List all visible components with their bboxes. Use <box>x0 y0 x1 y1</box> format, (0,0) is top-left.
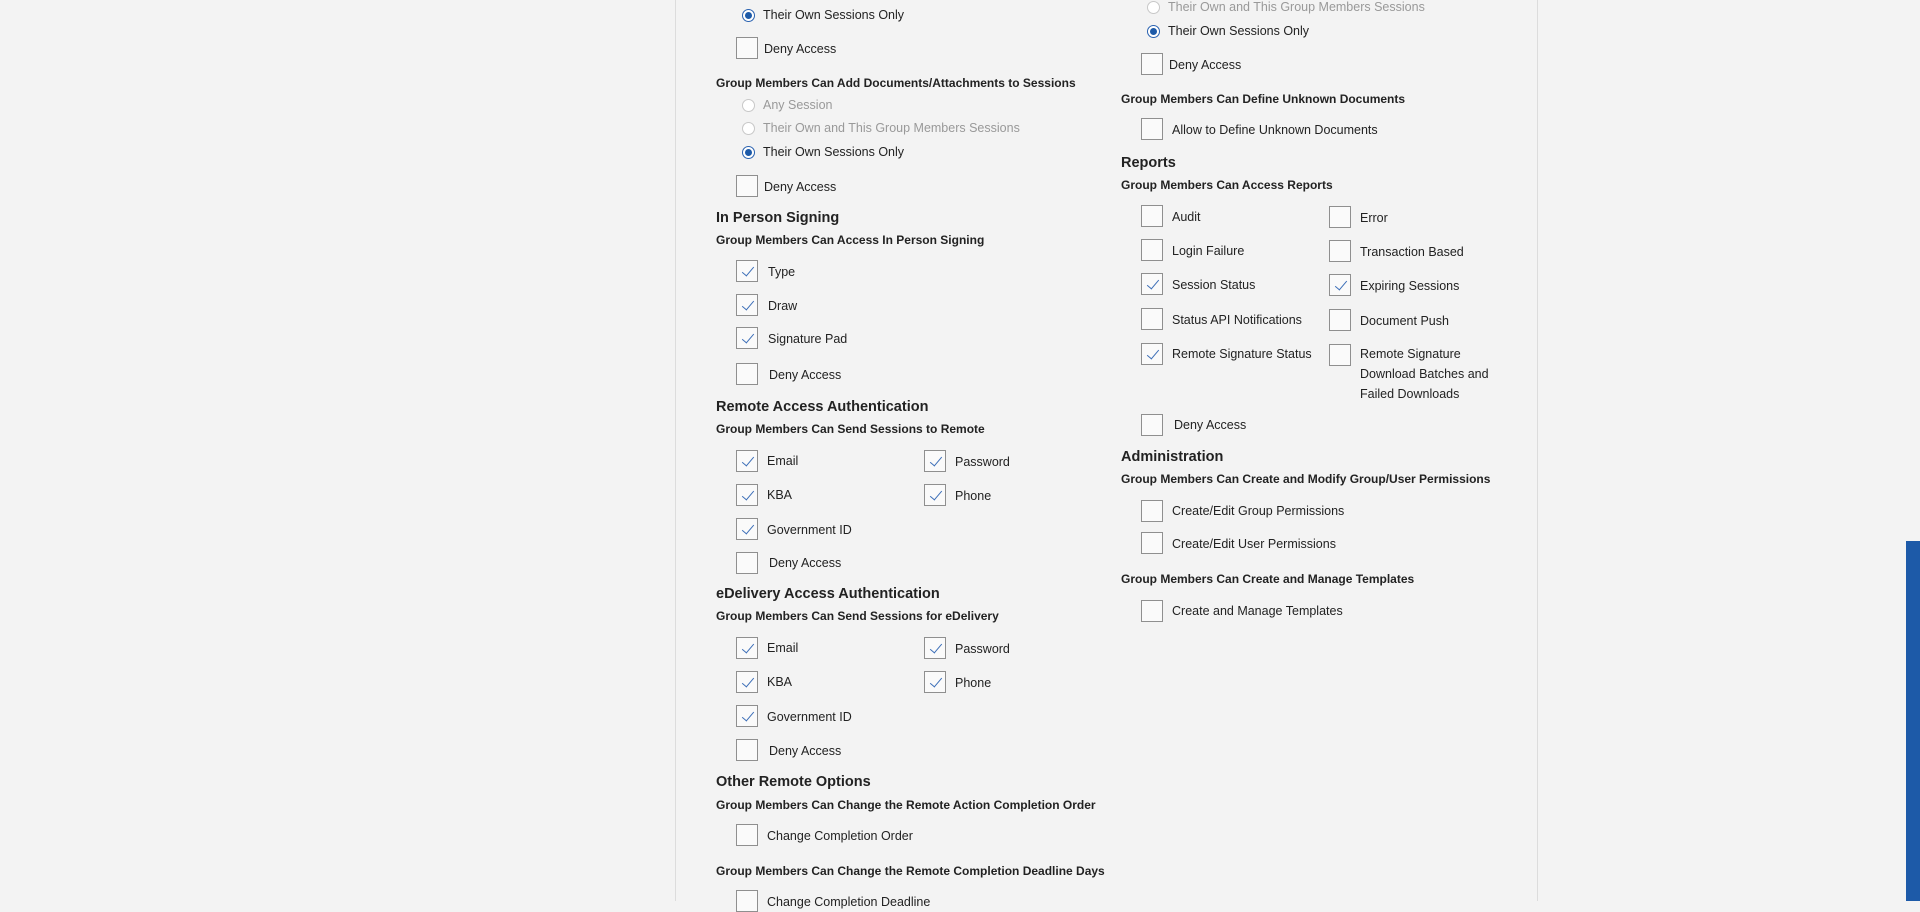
radio-own-and-group[interactable] <box>742 122 755 135</box>
user-permissions-checkbox[interactable] <box>1141 532 1163 554</box>
reports-title: Reports <box>1121 155 1176 171</box>
document-push-checkbox[interactable] <box>1329 309 1351 331</box>
checkbox-label: Document Push <box>1360 314 1449 328</box>
radio-left-top-own-only[interactable] <box>742 9 755 22</box>
draw-checkbox[interactable] <box>736 294 758 316</box>
change-completion-deadline-checkbox[interactable] <box>736 890 758 912</box>
change-deadline-heading: Group Members Can Change the Remote Completion Deadline Days <box>716 864 1105 878</box>
checkbox-label: Login Failure <box>1172 244 1245 258</box>
radio-right-own-only[interactable] <box>1147 25 1160 38</box>
government-id-checkbox[interactable] <box>736 518 758 540</box>
checkbox-label: Type <box>768 265 796 279</box>
checkbox-label: KBA <box>767 488 793 502</box>
checkbox-label: Deny Access <box>1169 58 1242 72</box>
deny-access-checkbox[interactable] <box>736 37 758 59</box>
checkbox-label: Transaction Based <box>1360 245 1464 259</box>
checkbox-label: Deny Access <box>769 744 842 758</box>
radio-own-only[interactable] <box>742 146 755 159</box>
allow-unknown-docs-checkbox[interactable] <box>1141 118 1163 140</box>
phone-checkbox[interactable] <box>924 671 946 693</box>
radio-label: Their Own and This Group Members Sessions <box>763 121 1020 135</box>
templates-heading: Group Members Can Create and Manage Templates <box>1121 572 1415 586</box>
in-person-heading: Group Members Can Access In Person Signing <box>716 233 985 247</box>
radio-right-own-and-group[interactable] <box>1147 1 1160 14</box>
checkbox-label: Remote Signature Download Batches and Failed Downloads <box>1360 347 1489 401</box>
unknown-docs-heading: Group Members Can Define Unknown Documents <box>1121 92 1406 106</box>
manage-templates-checkbox[interactable] <box>1141 600 1163 622</box>
session-status-checkbox[interactable] <box>1141 273 1163 295</box>
remote-signature-download-checkbox[interactable] <box>1329 344 1351 366</box>
add-documents-heading: Group Members Can Add Documents/Attachments to Sessions <box>716 76 1076 90</box>
status-api-checkbox[interactable] <box>1141 308 1163 330</box>
phone-checkbox[interactable] <box>924 484 946 506</box>
checkbox-label: Email <box>767 454 799 468</box>
checkbox-label: Change Completion Deadline <box>767 895 931 909</box>
signature-pad-checkbox[interactable] <box>736 327 758 349</box>
change-completion-order-checkbox[interactable] <box>736 824 758 846</box>
deny-access-checkbox[interactable] <box>736 552 758 574</box>
deny-access-checkbox[interactable] <box>736 739 758 761</box>
checkbox-label: Government ID <box>767 523 852 537</box>
checkbox-label: Status API Notifications <box>1172 313 1302 327</box>
checkbox-label: Audit <box>1172 210 1201 224</box>
edelivery-auth-title: eDelivery Access Authentication <box>716 586 940 602</box>
checkbox-label: Create/Edit User Permissions <box>1172 537 1336 551</box>
kba-checkbox[interactable] <box>736 484 758 506</box>
checkbox-label: Expiring Sessions <box>1360 279 1460 293</box>
type-checkbox[interactable] <box>736 260 758 282</box>
checkbox-label: Password <box>955 642 1010 656</box>
checkbox-label: Government ID <box>767 710 852 724</box>
checkbox-label: Phone <box>955 676 992 690</box>
checkbox-label: Deny Access <box>769 556 842 570</box>
email-checkbox[interactable] <box>736 450 758 472</box>
radio-label: Their Own Sessions Only <box>763 8 905 22</box>
government-id-checkbox[interactable] <box>736 705 758 727</box>
group-permissions-checkbox[interactable] <box>1141 500 1163 522</box>
checkbox-label: Create/Edit Group Permissions <box>1172 504 1345 518</box>
audit-checkbox[interactable] <box>1141 205 1163 227</box>
checkbox-label: Password <box>955 455 1010 469</box>
checkbox-label: Deny Access <box>1174 418 1247 432</box>
email-checkbox[interactable] <box>736 637 758 659</box>
permissions-heading: Group Members Can Create and Modify Group/User Permissions <box>1121 472 1491 486</box>
deny-access-checkbox[interactable] <box>1141 53 1163 75</box>
administration-title: Administration <box>1121 449 1224 465</box>
checkbox-label: Session Status <box>1172 278 1256 292</box>
other-remote-title: Other Remote Options <box>716 774 871 790</box>
error-checkbox[interactable] <box>1329 206 1351 228</box>
permissions-panel <box>675 0 1538 909</box>
checkbox-label: Deny Access <box>769 368 842 382</box>
checkbox-label: Phone <box>955 489 992 503</box>
password-checkbox[interactable] <box>924 637 946 659</box>
expiring-sessions-checkbox[interactable] <box>1329 274 1351 296</box>
password-checkbox[interactable] <box>924 450 946 472</box>
in-person-title: In Person Signing <box>716 210 840 226</box>
radio-label: Their Own Sessions Only <box>1168 24 1310 38</box>
transaction-based-checkbox[interactable] <box>1329 240 1351 262</box>
reports-heading: Group Members Can Access Reports <box>1121 178 1333 192</box>
checkbox-label: Draw <box>768 299 798 313</box>
checkbox-label: Error <box>1360 211 1388 225</box>
kba-checkbox[interactable] <box>736 671 758 693</box>
radio-label: Their Own and This Group Members Sessions <box>1168 0 1425 14</box>
checkbox-label: Create and Manage Templates <box>1172 604 1343 618</box>
login-failure-checkbox[interactable] <box>1141 239 1163 261</box>
radio-label: Any Session <box>763 98 833 112</box>
checkbox-label: Email <box>767 641 799 655</box>
checkbox-label: Signature Pad <box>768 332 848 346</box>
remote-signature-status-checkbox[interactable] <box>1141 343 1163 365</box>
change-order-heading: Group Members Can Change the Remote Action Completion Order <box>716 798 1096 812</box>
radio-label: Their Own Sessions Only <box>763 145 905 159</box>
checkbox-label: Remote Signature Status <box>1172 347 1312 361</box>
checkbox-label: Deny Access <box>764 180 837 194</box>
deny-access-checkbox[interactable] <box>736 175 758 197</box>
checkbox-label: Deny Access <box>764 42 837 56</box>
checkbox-label: KBA <box>767 675 793 689</box>
scrollbar-thumb[interactable] <box>1906 541 1920 901</box>
edelivery-auth-heading: Group Members Can Send Sessions for eDelivery <box>716 609 999 623</box>
deny-access-checkbox[interactable] <box>1141 414 1163 436</box>
deny-access-checkbox[interactable] <box>736 363 758 385</box>
remote-auth-title: Remote Access Authentication <box>716 399 929 415</box>
remote-auth-heading: Group Members Can Send Sessions to Remote <box>716 422 985 436</box>
checkbox-label: Allow to Define Unknown Documents <box>1172 123 1378 137</box>
radio-any-session[interactable] <box>742 99 755 112</box>
checkbox-label: Change Completion Order <box>767 829 913 843</box>
